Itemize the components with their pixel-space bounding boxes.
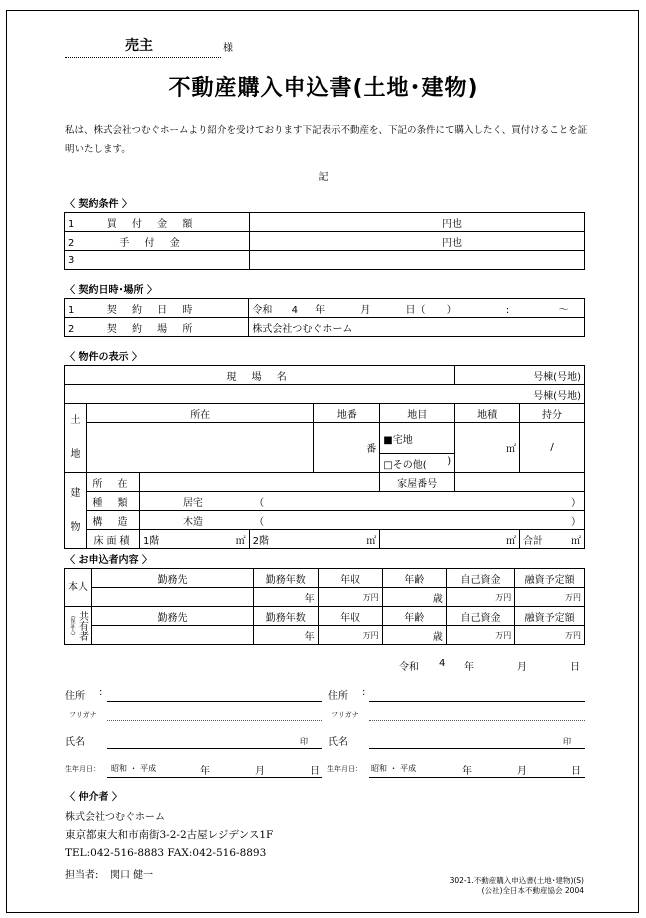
table-row xyxy=(65,607,585,626)
colon: : xyxy=(362,687,366,698)
month-unit: 月 xyxy=(360,304,371,316)
bldg-address-label: 所 在 xyxy=(86,473,139,492)
table-row xyxy=(65,569,585,588)
name-field-right[interactable] xyxy=(369,748,585,749)
birth-day-unit-left: 日 xyxy=(310,766,320,777)
col-category: 地目 xyxy=(380,404,455,423)
day-unit: 日（ xyxy=(405,304,426,316)
furigana-label-left: フリガナ xyxy=(69,711,97,719)
birth-month-unit-left: 月 xyxy=(255,766,265,777)
unit-label: 万円 xyxy=(495,630,512,640)
broker-company: 株式会社つむぐホーム xyxy=(65,812,165,823)
broker-person: 関口 健一 xyxy=(110,870,154,881)
contract-terms-table xyxy=(64,212,585,270)
own-funds-field[interactable] xyxy=(446,588,514,607)
kind-value: 居宅 xyxy=(182,497,203,509)
table-row xyxy=(65,213,585,232)
floor2-label: 2階 xyxy=(252,535,270,547)
self-label xyxy=(65,569,92,607)
co-owner-text: 共有者 xyxy=(76,610,88,641)
col-own-funds: 自己資金 xyxy=(446,607,514,626)
income-field[interactable] xyxy=(318,626,382,645)
birth-day-unit-right: 日 xyxy=(571,766,581,777)
table-row xyxy=(65,626,585,645)
table-row xyxy=(65,530,585,549)
sqm-unit: ㎡ xyxy=(506,444,517,455)
years-field[interactable] xyxy=(254,588,319,607)
row-number: 2 xyxy=(68,323,75,335)
furigana-label-right: フリガナ xyxy=(331,711,359,719)
col-age: 年齢 xyxy=(382,569,446,588)
table-row xyxy=(65,299,585,318)
unit-label: 万円 xyxy=(565,592,581,602)
col-lot: 地番 xyxy=(314,404,380,423)
category-other[interactable] xyxy=(380,454,455,473)
bldg-char-1: 建 xyxy=(70,487,81,499)
col-years: 勤務年数 xyxy=(254,607,319,626)
birth-month-unit-right: 月 xyxy=(517,766,527,777)
time-tilde: ～ xyxy=(558,304,569,316)
close-paren: ) xyxy=(447,455,452,467)
date-label-cell xyxy=(65,299,249,318)
furigana-field-right[interactable] xyxy=(369,720,585,721)
name-label-left: 氏名 xyxy=(65,737,85,748)
land-address-field[interactable] xyxy=(86,423,313,473)
seller-label: 売主 xyxy=(125,38,153,54)
ki-marker: 記 xyxy=(318,172,329,183)
seller-honorific: 様 xyxy=(223,43,233,54)
birth-field-right[interactable] xyxy=(369,777,585,778)
intro-text: 私は、株式会社つむぐホームより紹介を受けております下記表示不動産を、下記の条件にて購入したく、買付けることを証明いたします。 xyxy=(65,125,588,155)
birth-label-right: 生年月日： xyxy=(327,765,362,773)
price-label: 買 付 金 額 xyxy=(106,218,199,230)
form-code: 302-1.不動産購入申込書(土地･建物)(S) xyxy=(449,876,584,885)
table-row xyxy=(65,366,585,385)
unit-label: 円也 xyxy=(441,237,462,249)
table-row xyxy=(65,423,585,454)
table-row xyxy=(65,588,585,607)
table-row xyxy=(65,404,585,423)
name-label-right: 氏名 xyxy=(328,737,348,748)
property-heading: 〈 物件の表示 〉 xyxy=(65,352,142,363)
row-number: 1 xyxy=(68,304,75,316)
other-checkbox[interactable]: □その他( xyxy=(383,459,427,471)
lot-number-field[interactable] xyxy=(314,423,380,473)
price-field[interactable] xyxy=(249,213,584,232)
form-publisher: (公社)全日本不動産協会 2004 xyxy=(481,886,584,895)
furigana-field-left[interactable] xyxy=(107,720,322,721)
birth-field-left[interactable] xyxy=(107,777,322,778)
unit-label: 歳 xyxy=(432,593,443,605)
land-area-field[interactable] xyxy=(455,423,520,473)
seal-mark-right: 印 xyxy=(563,737,571,746)
broker-tel-fax: TEL:042-516-8883 FAX:042-516-8893 xyxy=(65,847,267,859)
table-row xyxy=(65,473,585,492)
terms-label-cell xyxy=(65,251,250,270)
col-loan: 融資予定額 xyxy=(515,607,585,626)
address-label-right: 住所 xyxy=(328,691,348,702)
house-no-label: 家屋番号 xyxy=(380,473,455,492)
unit-label: 年 xyxy=(304,593,315,605)
row-number: 1 xyxy=(68,218,75,230)
contract-terms-heading: 〈 契約条件 〉 xyxy=(65,199,132,210)
col-address: 所在 xyxy=(86,404,313,423)
land-side-label xyxy=(65,404,87,473)
time-colon: : xyxy=(505,304,510,316)
year-value: 4 xyxy=(291,304,298,316)
loan-field[interactable] xyxy=(515,588,585,607)
property-table xyxy=(64,365,585,549)
building-no-label: 号棟(号地) xyxy=(533,371,581,383)
sqm-unit: ㎡ xyxy=(235,535,246,547)
terms-label-cell xyxy=(65,213,250,232)
building-side-label xyxy=(65,473,87,549)
co-owner-sub: (保証人) xyxy=(69,616,76,635)
address-field-right[interactable] xyxy=(369,701,585,702)
birth-era-left: 昭和 ・ 平成 xyxy=(111,764,157,773)
deposit-field[interactable] xyxy=(249,232,584,251)
share-field[interactable] xyxy=(520,423,585,473)
structure-value: 木造 xyxy=(182,516,203,528)
date-day: 日 xyxy=(570,662,580,673)
sqm-unit: ㎡ xyxy=(366,535,377,547)
place-label: 契 約 場 所 xyxy=(106,323,199,335)
contract-date-field[interactable] xyxy=(249,299,585,318)
age-field[interactable] xyxy=(382,626,446,645)
place-label-cell xyxy=(65,318,249,337)
unit-label: 万円 xyxy=(565,630,581,640)
category-residential[interactable] xyxy=(380,423,455,454)
site-name-field[interactable] xyxy=(65,366,455,385)
col-income: 年収 xyxy=(318,607,382,626)
broker-heading: 〈 仲介者 〉 xyxy=(65,792,122,803)
birth-year-unit-left: 年 xyxy=(200,766,210,777)
floor1-field[interactable] xyxy=(139,530,249,549)
building-no-field[interactable] xyxy=(455,366,585,385)
close-paren: ） xyxy=(446,304,457,316)
kind-label: 種 類 xyxy=(86,492,139,511)
total-label: 合計 xyxy=(523,535,544,547)
land-char-2: 地 xyxy=(70,449,81,460)
co-owner-label xyxy=(65,607,92,645)
floor1-label: 1階 xyxy=(142,535,160,547)
bldg-char-2: 物 xyxy=(70,521,81,533)
col-own-funds: 自己資金 xyxy=(446,569,514,588)
ban-unit: 番 xyxy=(366,444,377,455)
employer-field[interactable] xyxy=(92,588,254,607)
page-title: 不動産購入申込書(土地･建物) xyxy=(168,76,479,101)
building-no-label: 号棟(号地) xyxy=(533,390,581,402)
land-char-1: 土 xyxy=(70,415,81,426)
terms-label-cell xyxy=(65,232,250,251)
kind-field[interactable] xyxy=(139,492,584,511)
sqm-unit: ㎡ xyxy=(571,535,581,547)
other-term-field[interactable] xyxy=(249,251,584,270)
birth-year-unit-right: 年 xyxy=(462,766,472,777)
date-label: 契 約 日 時 xyxy=(106,304,199,316)
row-number: 3 xyxy=(68,254,75,266)
unit-label: 万円 xyxy=(362,592,379,602)
house-no-field[interactable] xyxy=(455,473,585,492)
address-label-left: 住所 xyxy=(65,691,85,702)
col-age: 年齢 xyxy=(382,607,446,626)
paren-open: （ xyxy=(254,516,265,528)
contract-date-heading: 〈 契約日時･場所 〉 xyxy=(65,285,157,296)
floor2-field[interactable] xyxy=(249,530,380,549)
site-name-label: 現 場 名 xyxy=(226,371,293,383)
unit-label: 年 xyxy=(304,631,315,643)
table-row xyxy=(65,318,585,337)
structure-field[interactable] xyxy=(139,511,584,530)
unit-label: 万円 xyxy=(495,592,512,602)
col-years: 勤務年数 xyxy=(254,569,319,588)
date-month: 月 xyxy=(517,662,527,673)
employer-field[interactable] xyxy=(92,626,254,645)
date-year: 4 xyxy=(439,658,446,669)
self-label-text: 本人 xyxy=(68,582,88,593)
table-row xyxy=(65,511,585,530)
broker-person-label: 担当者: xyxy=(65,870,99,881)
broker-address: 東京都東大和市南街3-2-2古屋レジデンス1F xyxy=(65,829,274,841)
name-field-left[interactable] xyxy=(107,748,322,749)
birth-label-left: 生年月日： xyxy=(65,765,100,773)
seal-mark-left: 印 xyxy=(300,737,308,746)
table-row xyxy=(65,385,585,404)
sqm-unit: ㎡ xyxy=(506,535,517,547)
colon: : xyxy=(99,687,103,698)
paren-close: ） xyxy=(571,516,581,528)
contract-date-table xyxy=(64,298,585,337)
application-form xyxy=(6,10,639,913)
col-employer: 勤務先 xyxy=(92,569,254,588)
col-income: 年収 xyxy=(318,569,382,588)
share-slash: / xyxy=(550,442,554,453)
total-area-field[interactable] xyxy=(520,530,585,549)
year-unit: 年 xyxy=(315,304,326,316)
paren-open: （ xyxy=(254,497,265,509)
address-field-left[interactable] xyxy=(107,701,322,702)
date-nen: 年 xyxy=(464,662,474,673)
own-funds-field[interactable] xyxy=(446,626,514,645)
income-field[interactable] xyxy=(318,588,382,607)
paren-close: ） xyxy=(571,497,581,509)
seller-name-line[interactable] xyxy=(65,57,221,58)
deposit-label: 手 付 金 xyxy=(119,237,186,249)
col-share: 持分 xyxy=(520,404,585,423)
col-area: 地積 xyxy=(455,404,520,423)
structure-label: 構 造 xyxy=(86,511,139,530)
floor-area-label: 床面積 xyxy=(86,530,139,549)
applicant-table xyxy=(64,568,585,645)
building-no-field-2[interactable] xyxy=(65,385,585,404)
row-number: 2 xyxy=(68,237,75,249)
unit-label: 歳 xyxy=(432,631,443,643)
table-row xyxy=(65,232,585,251)
table-row xyxy=(65,492,585,511)
unit-label: 万円 xyxy=(362,630,379,640)
birth-era-right: 昭和 ・ 平成 xyxy=(371,764,417,773)
col-employer: 勤務先 xyxy=(92,607,254,626)
date-era: 令和 xyxy=(399,662,419,673)
unit-label: 円也 xyxy=(441,218,462,230)
bldg-address-field[interactable] xyxy=(139,473,379,492)
era-label: 令和 xyxy=(252,304,273,316)
applicant-heading: 〈 お申込者内容 〉 xyxy=(65,555,152,566)
residential-checkbox[interactable]: ■宅地 xyxy=(383,434,413,446)
loan-field[interactable] xyxy=(515,626,585,645)
col-loan: 融資予定額 xyxy=(515,569,585,588)
years-field[interactable] xyxy=(254,626,319,645)
age-field[interactable] xyxy=(382,588,446,607)
floor3-field[interactable] xyxy=(380,530,520,549)
table-row xyxy=(65,251,585,270)
contract-place-field[interactable]: 株式会社つむぐホーム xyxy=(249,318,585,337)
